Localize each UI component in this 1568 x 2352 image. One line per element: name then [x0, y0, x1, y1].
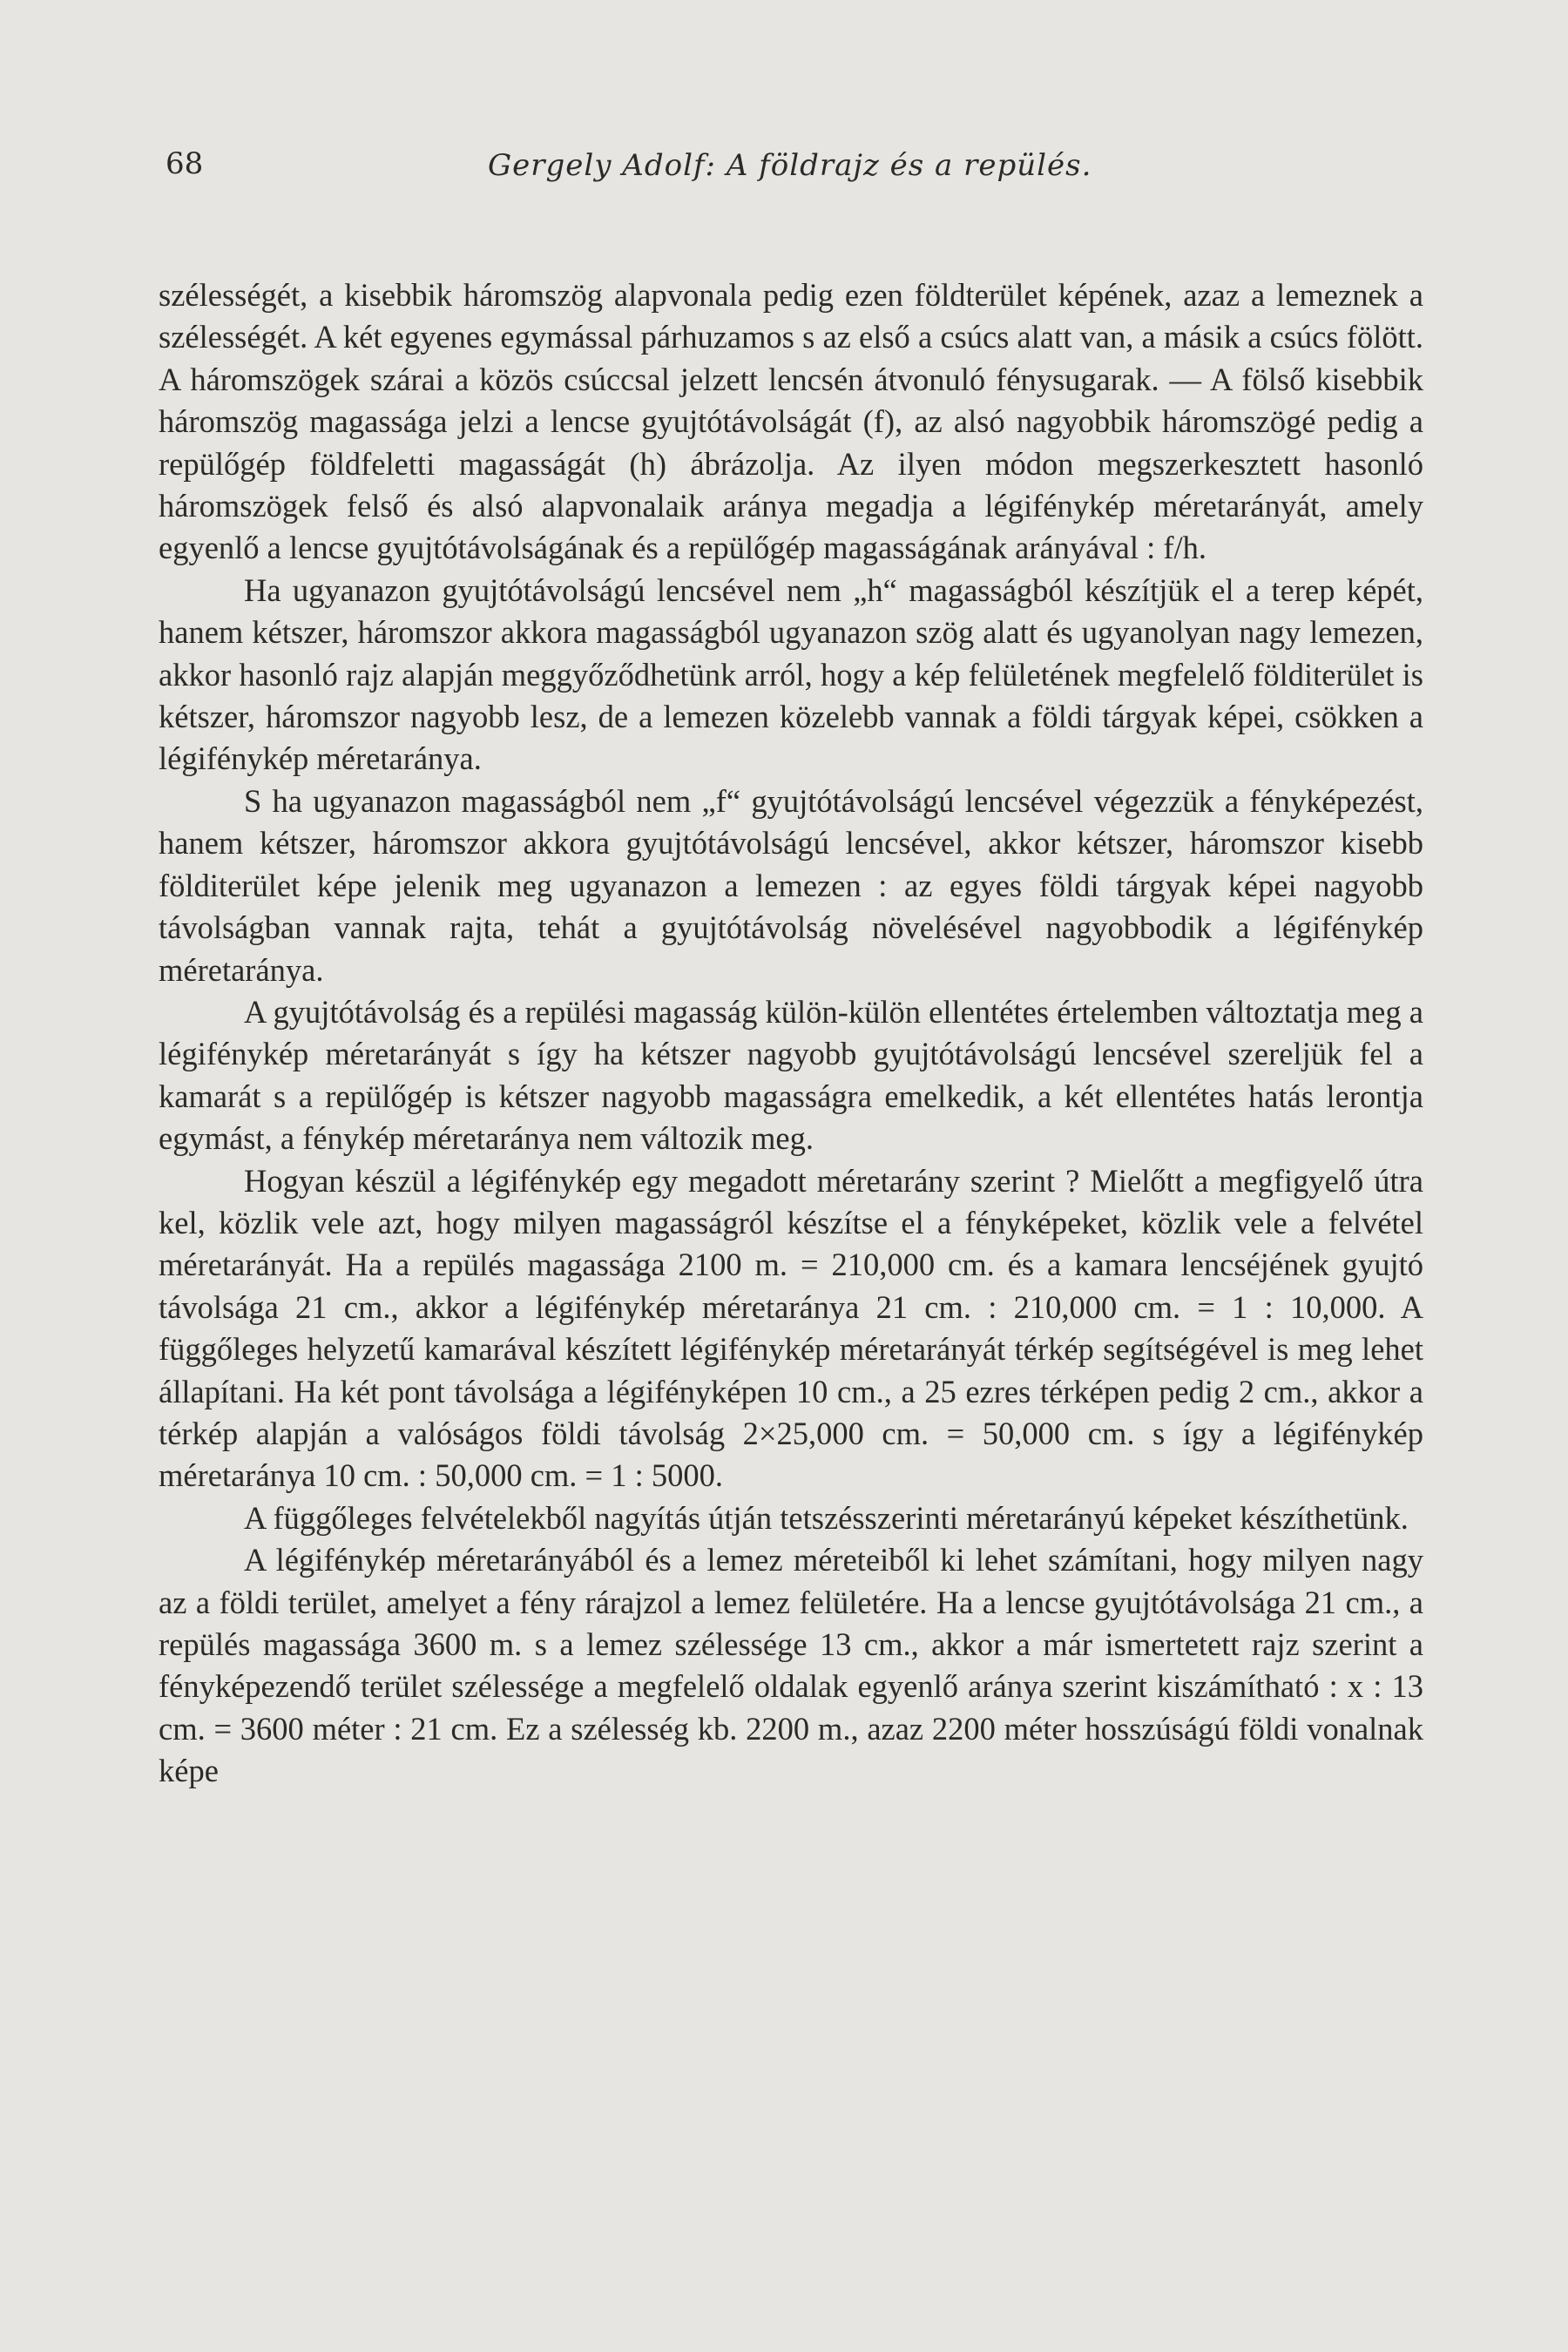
paragraph-continuation: szélességét, a kisebbik háromszög alapvonala pedig ezen földterület képének, azaz a lemeznek a szélességét. A két egyenes egymással párhuzamos s az első a csúcs alatt van, a másik a csúcs fölött. A háromszögek szárai a közös csúccsal jelzett lencsén átvonuló fénysugarak. — A fölső kisebbik háromszög magassága jelzi a lencse gyujtótávolságát (f), az alsó nagyobbik háromszögé pedig a repülőgép földfeletti magasságát (h) ábrázolja. Az ilyen módon megszerkesztett hasonló háromszögek felső és alsó alapvonalaik aránya megadja a légifénykép méretarányát, amely egyenlő a lencse gyujtótávolságának és a repülőgép magasságának arányával : f/h.: [159, 277, 1423, 566]
page-header: [166, 146, 1420, 199]
paragraph-focal-length-change: S ha ugyanazon magasságból nem „f“ gyujtótávolságú lencsével végezzük a fényképezést, hanem kétszer, háromszor akkora gyujtótávolságú lencsével, akkor kétszer, háromszor kisebb földiterület képe jelenik meg ugyanazon a lemezen : az egyes földi tárgyak képei nagyobb távolságban vannak rajta, tehát a gyujtótávolság növelésével nagyobbodik a légifénykép méretaránya.: [159, 782, 1423, 988]
paragraph-area-calculation: A légifénykép méretarányából és a lemez méreteiből ki lehet számítani, hogy milyen nagy az a földi terület, amelyet a fény rárajzol a lemez felületére. Ha a lencse gyujtótávolsága 21 cm., a repülés magassága 3600 m. s a lemez szélessége 13 cm., akkor a már ismertetett rajz szerint a fényképezendő terület szélessége a megfelelő oldalak egyenlő aránya szerint kiszámítható : x : 13 cm. = 3600 méter : 21 cm. Ez a szélesség kb. 2200 m., azaz 2200 méter hosszúságú földi vonalnak képe: [159, 1542, 1423, 1789]
paragraph-height-change: Ha ugyanazon gyujtótávolságú lencsével nem „h“ magasságból készítjük el a terep képét, hanem kétszer, háromszor akkora magasságból ugyanazon szög alatt és ugyanolyan nagy lemezen, akkor hasonló rajz alapján meggyőződhetünk arról, hogy a kép felületének megfelelő földiterület is kétszer, háromszor nagyobb lesz, de a lemezen közelebb vannak a földi tárgyak képei, csökken a légifénykép méretaránya.: [159, 571, 1423, 777]
body-text: [159, 274, 1423, 1793]
running-title: Gergely Adolf: A földrajz és a repülés.: [488, 148, 1092, 183]
page-number: 68: [166, 146, 204, 181]
paragraph-enlargement: A függőleges felvételekből nagyítás útján tetszésszerinti méretarányú képeket készíthetünk.: [244, 1499, 1409, 1536]
paragraph-scale-calculation: Hogyan készül a légifénykép egy megadott méretarány szerint ? Mielőtt a megfigyelő útra kel, közlik vele azt, hogy milyen magasságról készítse el a fényképeket, közlik vele a felvétel méretarányát. Ha a repülés magassága 2100 m. = 210,000 cm. és a kamara lencséjének gyujtó távolsága 21 cm., akkor a légifénykép méretaránya 21 cm. : 210,000 cm. = 1 : 10,000. A függőleges helyzetű kamarával készített légifénykép méretarányát térkép segítségével is meg lehet állapítani. Ha két pont távolsága a légifényképen 10 cm., a 25 ezres térképen pedig 2 cm., akkor a térkép alapján a valóságos földi távolság 2×25,000 cm. = 50,000 cm. s így a légifénykép méretaránya 10 cm. : 50,000 cm. = 1 : 5000.: [159, 1162, 1423, 1494]
paragraph-opposite-effects: A gyujtótávolság és a repülési magasság külön-külön ellentétes értelemben változtatja meg a légifénykép méretarányát s így ha kétszer nagyobb gyujtótávolságú lencsével szereljük fel a kamarát s a repülőgép is kétszer nagyobb magasságra emelkedik, a két ellentétes hatás lerontja egymást, a fénykép méretaránya nem változik meg.: [159, 993, 1423, 1157]
